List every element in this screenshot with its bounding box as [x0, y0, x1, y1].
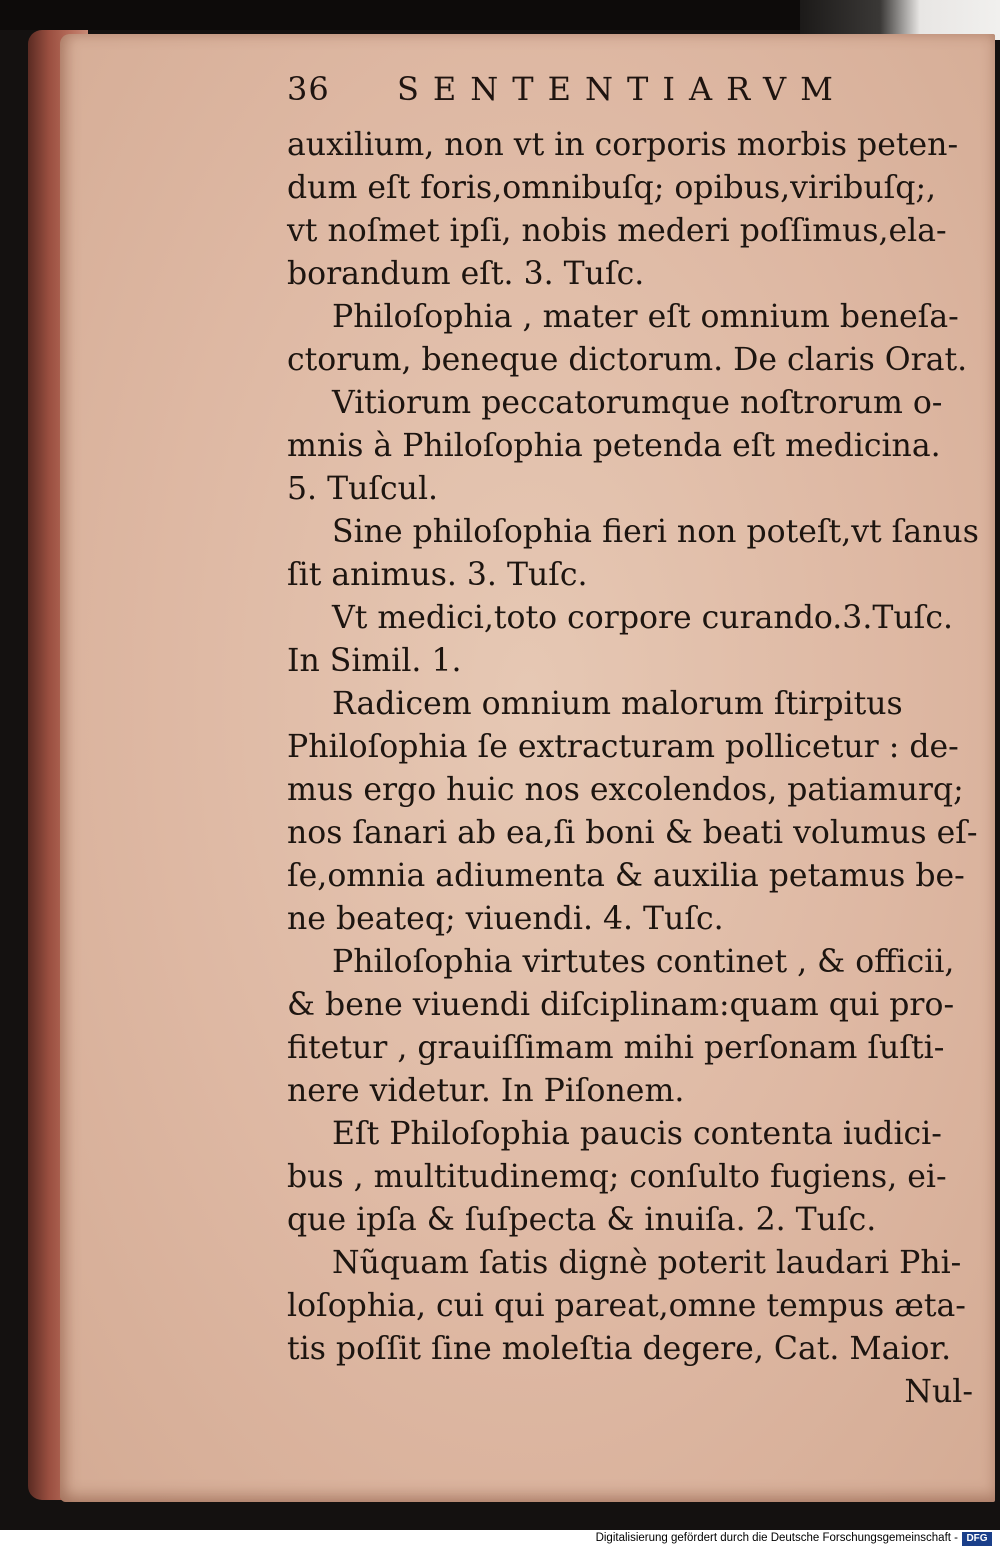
text-line: bus , multitudinemq; conſulto fugiens, ei- [287, 1159, 947, 1195]
text-line: mnis à Philoſophia petenda eſt medicina. [287, 428, 941, 464]
catchword: Nul- [904, 1374, 973, 1410]
text-line: que ipſa & ſuſpecta & inuiſa. 2. Tuſc. [287, 1202, 877, 1238]
text-line: ctorum, beneque dictorum. De claris Orat. [287, 342, 968, 378]
page-number: 36 [287, 70, 330, 108]
text-line: loſophia, cui qui pareat,omne tempus æta- [287, 1288, 966, 1324]
text-line: Sine philoſophia fieri non poteſt,vt ſanus [332, 514, 979, 550]
text-line: Philoſophia ſe extracturam pollicetur : de- [287, 729, 959, 765]
text-line: dum eſt foris,omnibuſq; opibus,viribuſq;, [287, 170, 937, 206]
text-line: nos ſanari ab ea,ſi boni & beati volumus eſ- [287, 815, 978, 851]
text-line: Philoſophia virtutes continet , & officii, [332, 944, 955, 980]
text-line: vt noſmet ipſi, nobis mederi poſſimus,ela- [287, 213, 947, 249]
text-line: In Simil. 1. [287, 643, 462, 679]
text-line: tis poſſit ſine moleſtia degere, Cat. Maior. [287, 1331, 952, 1367]
text-line: Eſt Philoſophia paucis contenta iudici- [332, 1116, 942, 1152]
text-line: Vitiorum peccatorumque noſtrorum o- [332, 385, 943, 421]
text-line: Vt medici,toto corpore curando.3.Tuſc. [332, 600, 953, 636]
text-line: ne beateq; viuendi. 4. Tuſc. [287, 901, 724, 937]
text-line: auxilium, non vt in corporis morbis peten- [287, 127, 959, 163]
text-line: Nũquam ſatis dignè poterit laudari Phi- [332, 1245, 962, 1281]
page-header [287, 70, 907, 116]
text-line: nere videtur. In Piſonem. [287, 1073, 685, 1109]
text-line: ſit animus. 3. Tuſc. [287, 557, 588, 593]
text-line: Philoſophia , mater eſt omnium beneſa- [332, 299, 959, 335]
digitization-credit: Digitalisierung gefördert durch die Deutsche Forschungsgemeinschaft - [595, 1532, 958, 1544]
text-line: fitetur , grauiſſimam mihi perſonam ſuſti- [287, 1030, 945, 1066]
running-head: SENTENTIARVM [397, 70, 847, 108]
body-text [287, 124, 987, 1414]
text-line: Radicem omnium malorum ſtirpitus [332, 686, 903, 722]
text-line: mus ergo huic nos excolendos, patiamurq; [287, 772, 964, 808]
text-line: borandum eſt. 3. Tuſc. [287, 256, 645, 292]
dfg-logo: DFG [962, 1532, 992, 1546]
text-line: ſe,omnia adiumenta & auxilia petamus be- [287, 858, 965, 894]
text-line: & bene viuendi diſciplinam:quam qui pro- [287, 987, 955, 1023]
text-line: 5. Tuſcul. [287, 471, 439, 507]
